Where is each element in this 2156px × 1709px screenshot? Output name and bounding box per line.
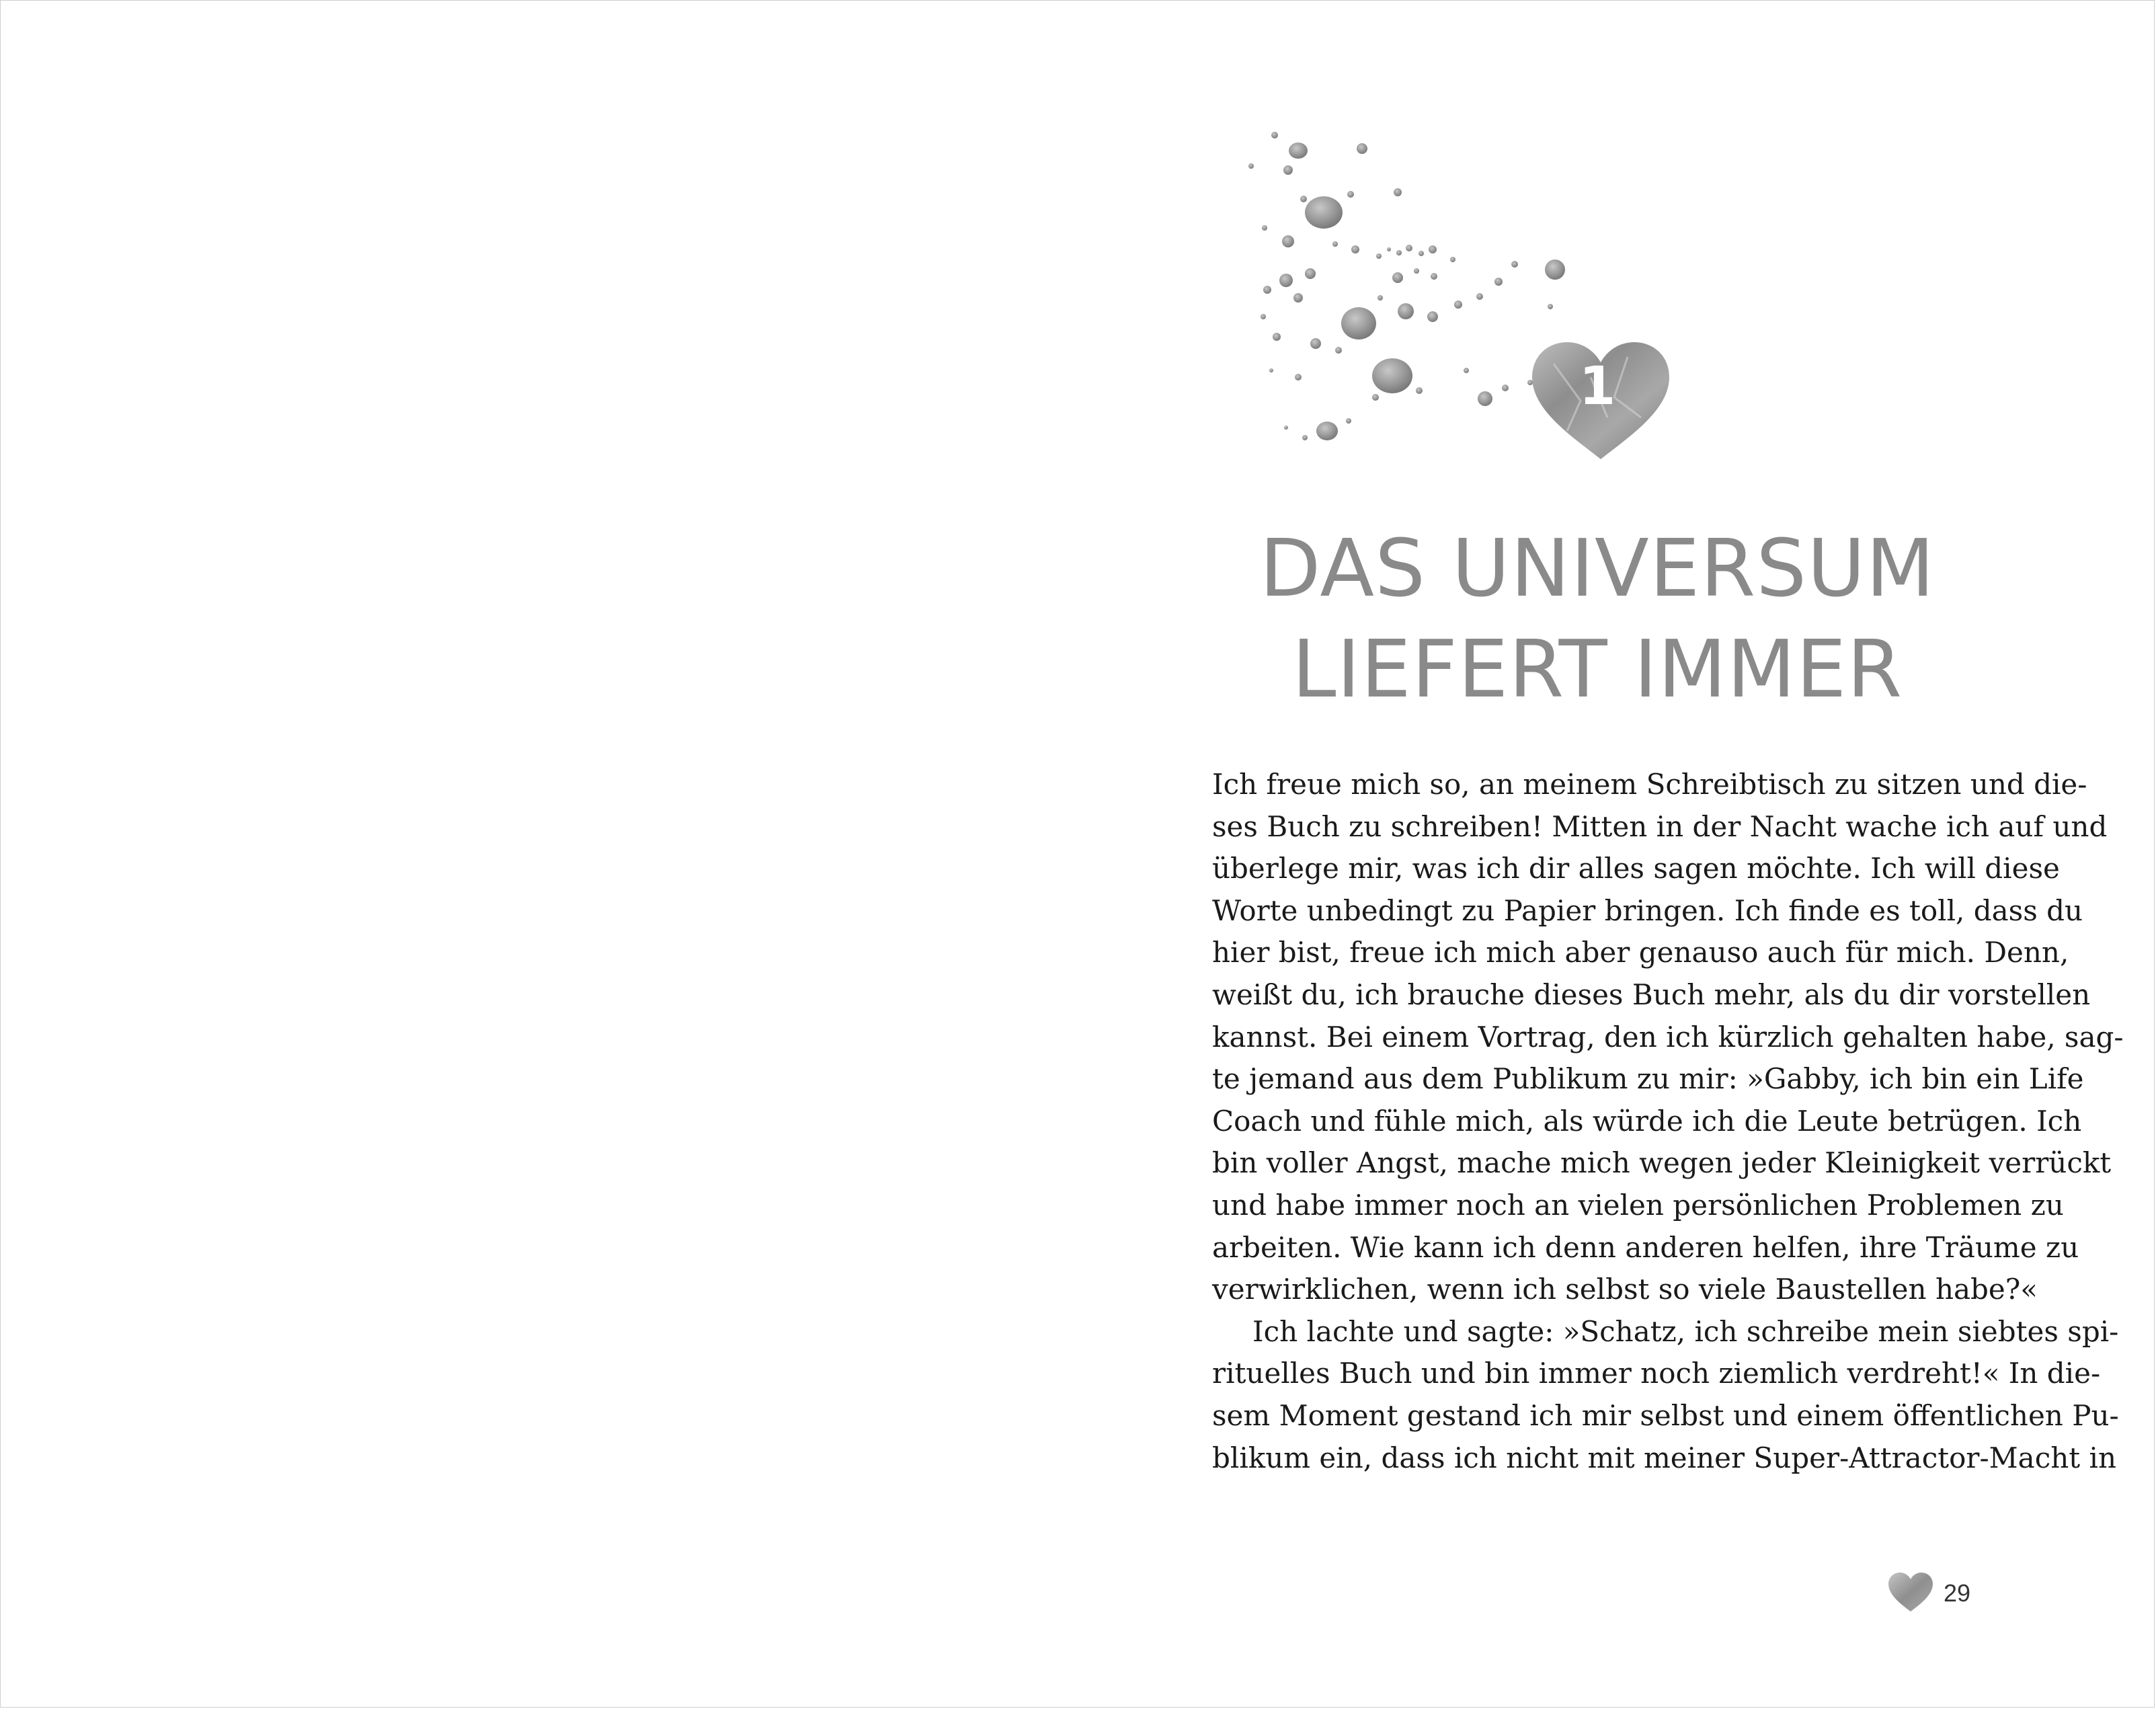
text-line: Ich freue mich so, an meinem Schreibtisch zu sitzen und die- — [1212, 768, 2087, 801]
text-line: verwirklichen, wenn ich selbst so viele Baustellen habe?« — [1212, 1273, 2038, 1306]
text-line: te jemand aus dem Publikum zu mir: »Gabby, ich bin ein Life — [1212, 1062, 2084, 1096]
chapter-number: 1 — [1579, 356, 1616, 417]
text-line: Coach und fühle mich, als würde ich die Leute betrügen. Ich — [1212, 1104, 2082, 1138]
chapter-title-line: DAS UNIVERSUM — [1259, 522, 1935, 615]
text-line: überlege mir, was ich dir alles sagen möchte. Ich will diese — [1212, 852, 2060, 885]
text-line: arbeiten. Wie kann ich denn anderen helfen, ihre Träume zu — [1212, 1230, 2079, 1264]
text-line: Worte unbedingt zu Papier bringen. Ich finde es toll, dass du — [1212, 893, 2083, 927]
text-line: Ich lachte und sagte: »Schatz, ich schreibe mein siebtes spi- — [1252, 1314, 2119, 1348]
chapter-title — [1211, 518, 1984, 719]
text-line: rituelles Buch und bin immer noch ziemlich verdreht!« In die- — [1212, 1357, 2101, 1390]
text-line: hier bist, freue ich mich aber genauso auch für mich. Denn, — [1212, 936, 2069, 969]
heart-icon — [1887, 1571, 1934, 1613]
chapter-title-line: LIEFERT IMMER — [1291, 623, 1903, 716]
body-text — [1212, 764, 2124, 1479]
text-line: blikum ein, dass ich nicht mit meiner Super-Attractor-Macht in — [1212, 1441, 2117, 1474]
text-line: und habe immer noch an vielen persönlichen Problemen zu — [1212, 1188, 2064, 1222]
text-line: ses Buch zu schreiben! Mitten in der Nacht wache ich auf und — [1212, 809, 2108, 843]
left-page-blank — [1, 1, 1078, 1707]
text-line: bin voller Angst, mache mich wegen jeder Kleinigkeit verrückt — [1212, 1146, 2112, 1180]
page-number: 29 — [1944, 1579, 1971, 1607]
text-line: weißt du, ich brauche dieses Buch mehr, als du dir vorstellen — [1212, 978, 2091, 1011]
text-line: kannst. Bei einem Vortrag, den ich kürzlich gehalten habe, sag- — [1212, 1020, 2124, 1054]
text-line: sem Moment gestand ich mir selbst und einem öffentlichen Pu- — [1212, 1398, 2119, 1432]
